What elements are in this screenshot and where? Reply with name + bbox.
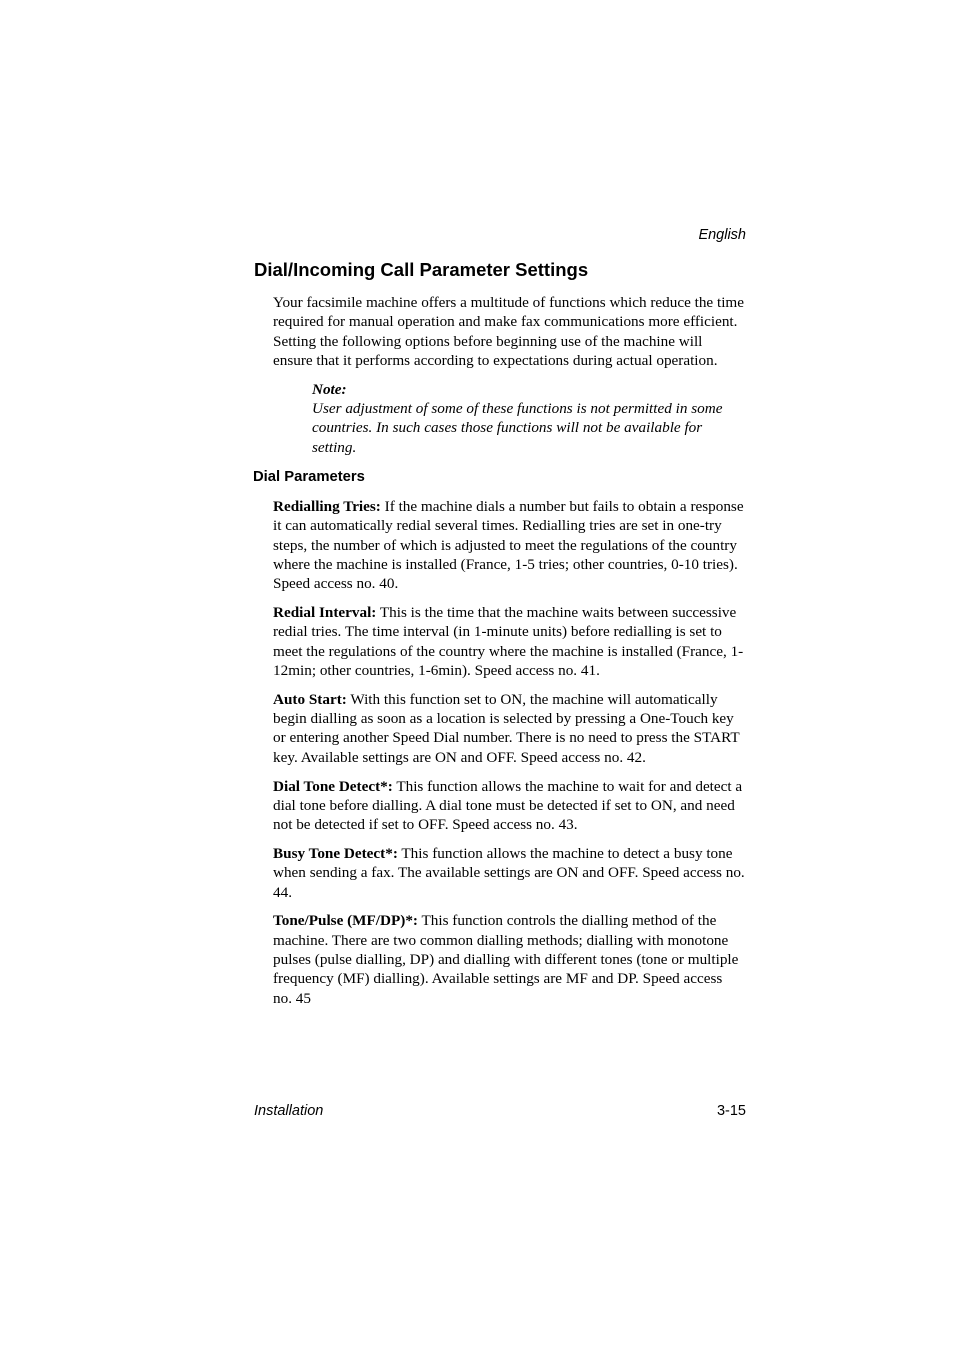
param-term: Redialling Tries: bbox=[273, 498, 381, 516]
footer-section-name: Installation bbox=[254, 1103, 324, 1119]
param-description: With this function set to ON, the machine will automatically begin dialling as soon as a location is selected by pressing a One-Touch key or entering another Speed Dial number. There is no need to press the START key. Available settings are ON and OFF. Speed access no. 42. bbox=[273, 690, 740, 766]
param-term: Busy Tone Detect*: bbox=[273, 844, 398, 862]
param-term: Tone/Pulse (MF/DP)*: bbox=[273, 912, 418, 930]
section-heading: Dial Parameters bbox=[253, 468, 365, 485]
param-description: This is the time that the machine waits between successive redial tries. The time interval (in 1-minute units) before redialling is set to meet the regulations of the country where the machine is installed (France, 1-12min; other countries, 1-6min). Speed access no. 41. bbox=[273, 604, 744, 680]
param-description: This function allows the machine to wait for and detect a dial tone before dialling. A dial tone must be detected if set to ON, and need not be detected if set to OFF. Speed access no. 43. bbox=[273, 777, 743, 834]
param-description: If the machine dials a number but fails to obtain a response it can automatically redial several times. Redialling tries are set in one-try steps, the number of which is adjusted to meet the regulations of the country where the machine is installed (France, 1-5 tries; other countries, 0-10 tries). Speed access no. 40. bbox=[273, 498, 744, 593]
note-label: Note: bbox=[312, 380, 347, 398]
param-dial-tone-detect bbox=[273, 777, 745, 835]
note-block bbox=[312, 380, 745, 457]
running-header-language: English bbox=[698, 227, 746, 243]
param-description: This function controls the dialling method of the machine. There are two common dialling methods; dialling with monotone pulses (pulse dialling, DP) and dialling with different tones (tone or multiple frequency (MF) dialling). Available settings are MF and DP. Speed access no. 45 bbox=[273, 912, 739, 1007]
page-body bbox=[253, 293, 745, 1017]
param-redial-interval bbox=[273, 603, 745, 680]
param-description: This function allows the machine to detect a busy tone when sending a fax. The available settings are ON and OFF. Speed access no. 44. bbox=[273, 844, 745, 901]
param-term: Redial Interval: bbox=[273, 604, 377, 622]
param-auto-start bbox=[273, 690, 745, 767]
page-title: Dial/Incoming Call Parameter Settings bbox=[254, 259, 589, 280]
param-term: Dial Tone Detect*: bbox=[273, 777, 393, 795]
param-redialling-tries bbox=[273, 497, 745, 593]
footer-page-number: 3-15 bbox=[716, 1103, 746, 1119]
intro-paragraph: Your facsimile machine offers a multitude of functions which reduce the time required for manual operation and make fax communications more efficient. Setting the following options before beginning use of the machine will ensure that it performs according to expectations during actual operation. bbox=[273, 294, 744, 369]
param-busy-tone-detect bbox=[273, 844, 745, 902]
param-term: Auto Start: bbox=[273, 690, 347, 708]
param-tone-pulse bbox=[273, 911, 745, 1007]
note-text: User adjustment of some of these functions is not permitted in some countries. In such cases those functions will not be available for setting. bbox=[312, 399, 723, 456]
